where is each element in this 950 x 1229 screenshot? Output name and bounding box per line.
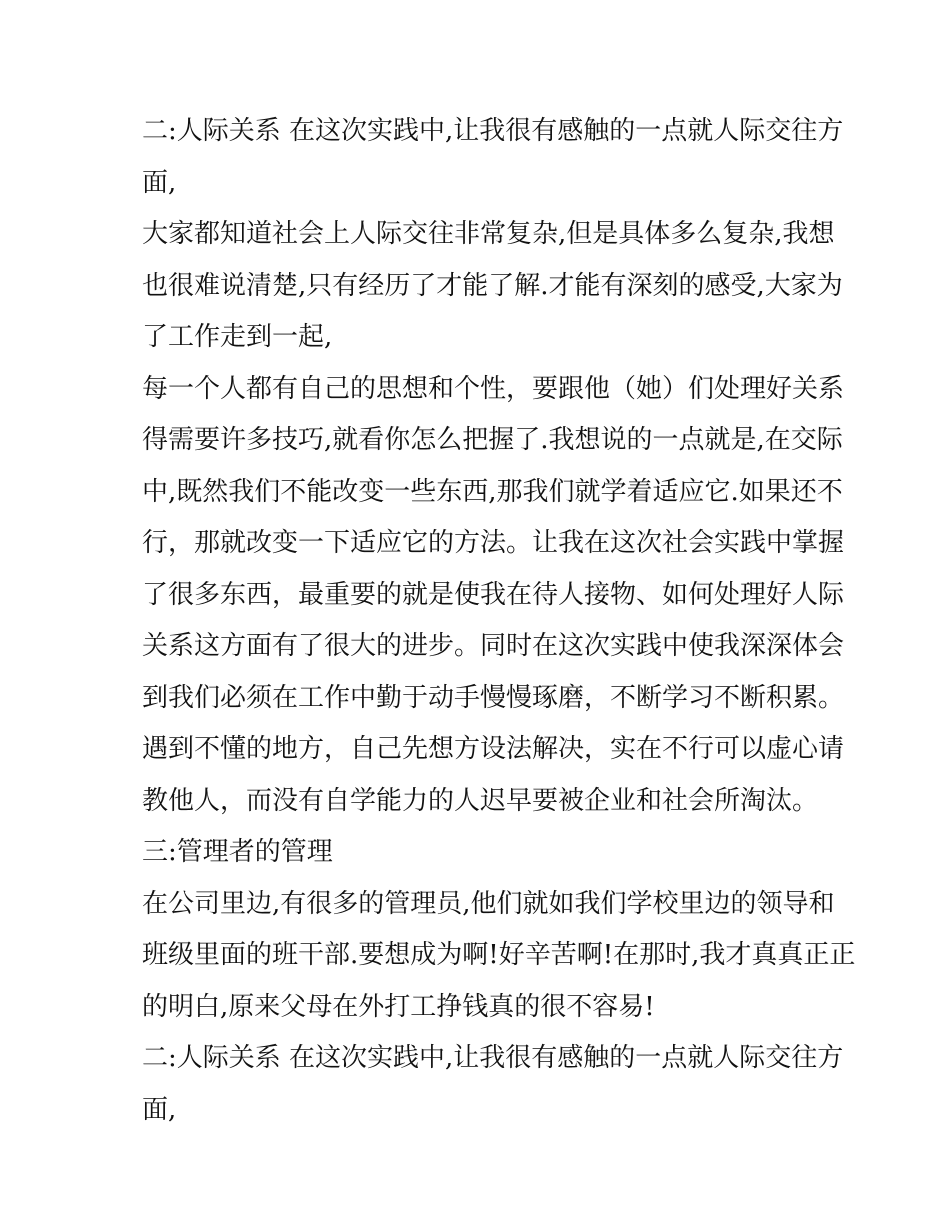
text-line: 每一个人都有自己的思想和个性，要跟他（她）们处理好关系 [142, 373, 845, 404]
text-line: 得需要许多技巧,就看你怎么把握了.我想说的一点就是,在交际 [142, 425, 843, 455]
text-line: 中,既然我们不能改变一些东西,那我们就学着适应它.如果还不 [142, 476, 843, 507]
text-line: 大家都知道社会上人际交往非常复杂,但是具体多么复杂,我想 [142, 219, 835, 249]
text-line: 到我们必须在工作中勤于动手慢慢琢磨，不断学习不断积累。 [142, 682, 845, 713]
document-body [142, 106, 856, 1136]
text-line: 行，那就改变一下适应它的方法。让我在这次社会实践中掌握 [142, 528, 845, 558]
text-line: 关系这方面有了很大的进步。同时在这次实践中使我深深体会 [142, 631, 845, 661]
text-line: 遇到不懂的地方，自己先想方设法解决，实在不行可以虚心请 [142, 734, 845, 764]
text-line: 在公司里边,有很多的管理员,他们就如我们学校里边的领导和 [142, 888, 835, 919]
text-line: 了很多东西，最重要的就是使我在待人接物、如何处理好人际 [142, 579, 845, 610]
section-heading: 三:管理者的管理 [142, 837, 333, 867]
text-line: 了工作走到一起, [142, 322, 333, 352]
text-line: 二:人际关系 在这次实践中,让我很有感触的一点就人际交往方 [142, 1043, 844, 1073]
text-line: 也很难说清楚,只有经历了才能了解.才能有深刻的感受,大家为 [142, 270, 843, 301]
text-line: 二:人际关系 在这次实践中,让我很有感触的一点就人际交往方 [142, 116, 844, 146]
text-line: 班级里面的班干部.要想成为啊!好辛苦啊!在那时,我才真真正正 [142, 940, 856, 970]
text-line: 面, [142, 1094, 177, 1125]
text-line: 的明白,原来父母在外打工挣钱真的很不容易! [142, 991, 655, 1022]
text-line: 教他人，而没有自学能力的人迟早要被企业和社会所淘汰。 [142, 785, 819, 816]
text-line: 面, [142, 167, 177, 198]
